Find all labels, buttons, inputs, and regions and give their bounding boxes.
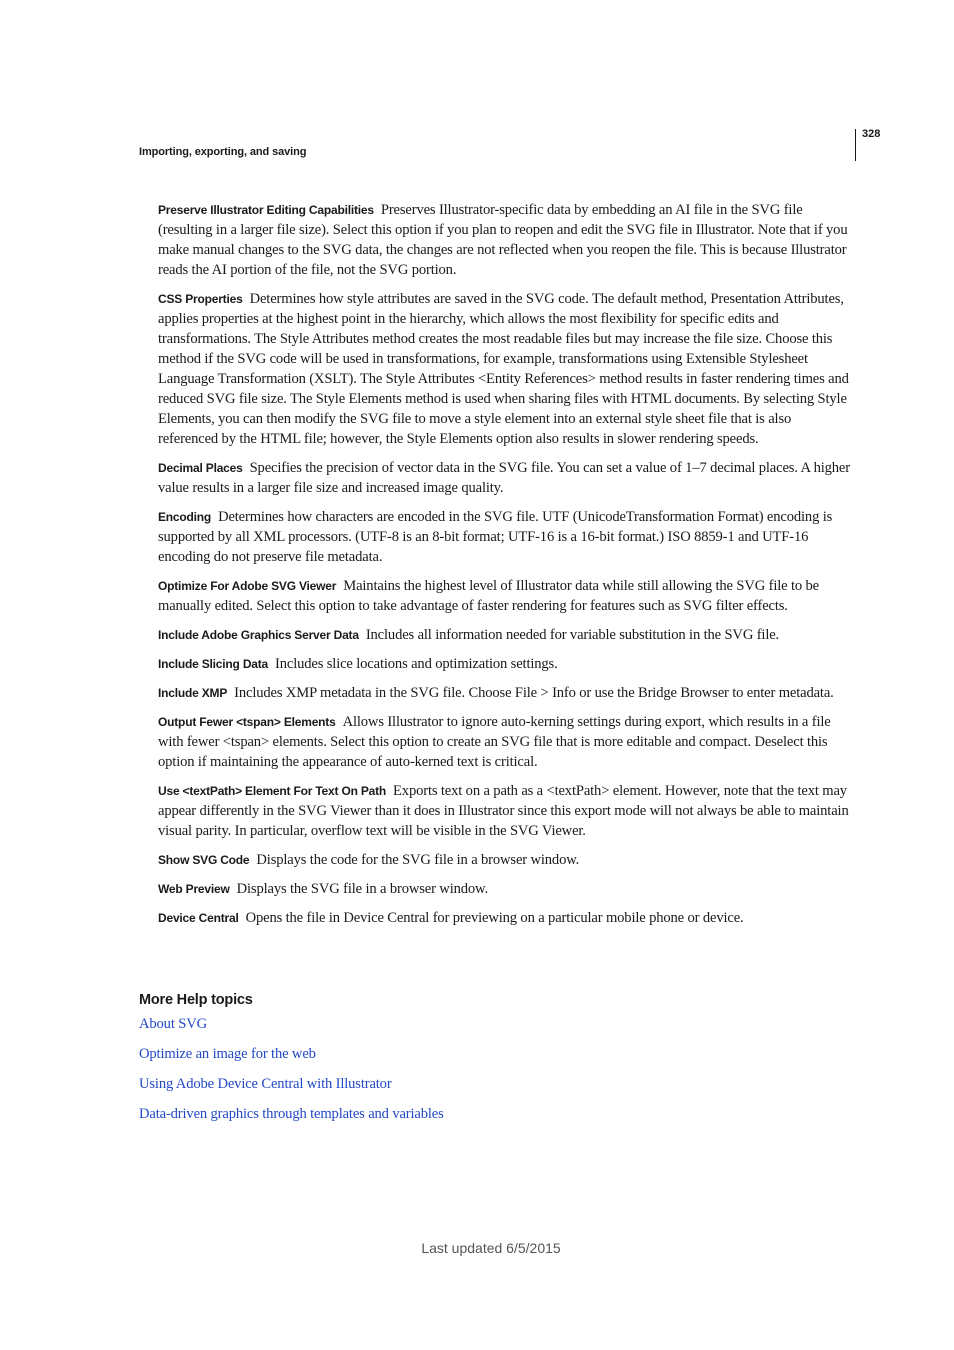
option-term: Web Preview bbox=[158, 882, 230, 896]
option-description: Preserves Illustrator-specific data by embedding an AI file in the SVG file (resulting in a larger file size). Select this option if you plan to reopen and edit the SVG file in Illustrator. Note that if you make manual changes to the SVG data, the changes are not reflected when you reopen the file. This is because Illustrator reads the AI portion of the file, not the SVG portion. bbox=[158, 202, 848, 278]
help-link-about-svg[interactable]: About SVG bbox=[139, 1016, 207, 1032]
header-divider bbox=[855, 129, 856, 161]
option-description: Maintains the highest level of Illustrator data while still allowing the SVG file to be manually edited. Select this option to take advantage of faster rendering for features such as SVG filter effects. bbox=[158, 578, 819, 614]
option-description: Specifies the precision of vector data in the SVG file. You can set a value of 1–7 decimal places. A higher value results in a larger file size and increased image quality. bbox=[158, 460, 850, 496]
option-description: Opens the file in Device Central for previewing on a particular mobile phone or device. bbox=[245, 910, 744, 926]
option-entry bbox=[158, 908, 850, 928]
option-term: Encoding bbox=[158, 510, 212, 524]
option-term: Output Fewer <tspan> Elements bbox=[158, 715, 336, 729]
option-description: Includes all information needed for variable substitution in the SVG file. bbox=[365, 627, 780, 643]
option-entry bbox=[158, 507, 850, 567]
option-term: Include Adobe Graphics Server Data bbox=[158, 628, 359, 642]
running-header: Importing, exporting, and saving bbox=[139, 146, 307, 158]
more-help-section bbox=[139, 989, 839, 1134]
option-entry bbox=[158, 625, 850, 645]
option-entry bbox=[158, 879, 850, 899]
option-description: Allows Illustrator to ignore auto-kerning settings during export, which results in a file with fewer <tspan> elements. Select this option to create an SVG file that is more editable and compact. Deselect this option if maintaining the appearance of auto-kerned text is critical. bbox=[158, 714, 831, 770]
help-link-device-central[interactable]: Using Adobe Device Central with Illustrator bbox=[139, 1076, 392, 1092]
option-term: Use <textPath> Element For Text On Path bbox=[158, 784, 387, 798]
option-term: Include XMP bbox=[158, 686, 228, 700]
option-description: Includes slice locations and optimization settings. bbox=[275, 656, 558, 672]
more-help-heading: More Help topics bbox=[139, 992, 253, 1008]
option-term: Device Central bbox=[158, 911, 239, 925]
option-description: Determines how characters are encoded in the SVG file. UTF (UnicodeTransformation Format) encoding is supported by all XML processors. (UTF-8 is an 8-bit format; UTF-16 is a 16-bit format.) ISO 8859-1 and UTF-16 encoding do not preserve file metadata. bbox=[158, 509, 833, 565]
option-entry bbox=[158, 458, 850, 498]
option-term: Decimal Places bbox=[158, 461, 243, 475]
option-entry bbox=[158, 712, 850, 772]
help-link-data-driven-graphics[interactable]: Data-driven graphics through templates and variables bbox=[139, 1106, 444, 1122]
option-description: Displays the SVG file in a browser window. bbox=[236, 881, 488, 897]
option-term: Show SVG Code bbox=[158, 853, 250, 867]
help-link-optimize-image[interactable]: Optimize an image for the web bbox=[139, 1046, 316, 1062]
option-description: Displays the code for the SVG file in a browser window. bbox=[256, 852, 580, 868]
option-description: Includes XMP metadata in the SVG file. Choose File > Info or use the Bridge Browser to enter metadata. bbox=[234, 685, 834, 701]
option-term: Optimize For Adobe SVG Viewer bbox=[158, 579, 337, 593]
option-entry bbox=[158, 576, 850, 616]
option-description: Exports text on a path as a <textPath> element. However, note that the text may appear differently in the SVG Viewer than it does in Illustrator since this export mode will not always be able to maintain visual parity. In particular, overflow text will be visible in the SVG Viewer. bbox=[158, 783, 849, 839]
option-entry bbox=[158, 654, 850, 674]
option-list bbox=[158, 200, 850, 937]
last-updated-footer: Last updated 6/5/2015 bbox=[421, 1240, 561, 1256]
option-term: Preserve Illustrator Editing Capabilities bbox=[158, 203, 374, 217]
option-entry bbox=[158, 289, 850, 449]
page-number: 328 bbox=[862, 128, 881, 140]
option-entry bbox=[158, 200, 850, 280]
option-entry bbox=[158, 683, 850, 703]
option-entry bbox=[158, 850, 850, 870]
option-term: CSS Properties bbox=[158, 292, 243, 306]
option-term: Include Slicing Data bbox=[158, 657, 269, 671]
option-entry bbox=[158, 781, 850, 841]
option-description: Determines how style attributes are saved in the SVG code. The default method, Presentation Attributes, applies properties at the highest point in the hierarchy, which allows the most flexibility for specific edits and transformations. The Style Attributes method creates the most readable files but may increase the file size. Choose this method if the SVG code will be used in transformations, for example, transformations using Extensible Stylesheet Language Transformation (XSLT). The Style Attributes <Entity References> method results in faster rendering times and reduced SVG file size. The Style Elements method is used when sharing files with HTML documents. By selecting Style Elements, you can then modify the SVG file to move a style element into an external style sheet file that is also referenced by the HTML file; however, the Style Elements option also results in slower rendering speeds. bbox=[158, 291, 849, 447]
